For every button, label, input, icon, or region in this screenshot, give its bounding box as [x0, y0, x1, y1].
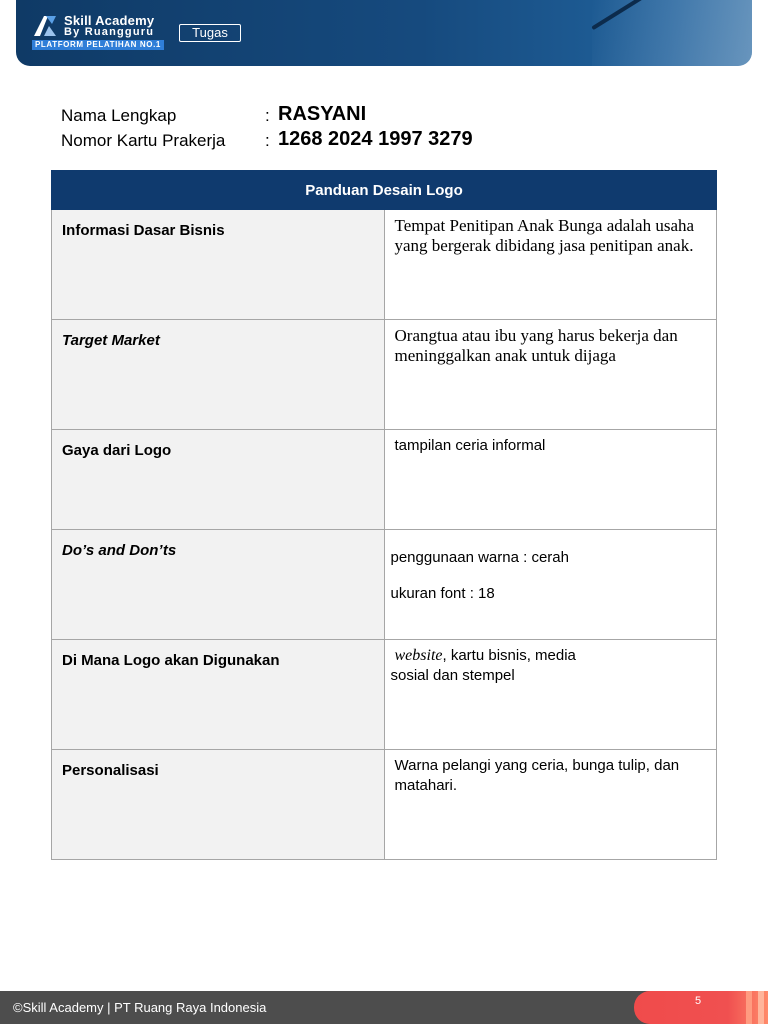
row-value-business-info — [384, 210, 717, 320]
table-row — [52, 320, 717, 430]
logo-design-guide-table — [51, 170, 717, 860]
card-number-colon: : — [265, 131, 270, 150]
table-row — [52, 530, 717, 640]
brand-tagline: PLATFORM PELATIHAN NO.1 — [32, 40, 164, 50]
logo-usage-line-2: sosial dan stempel — [390, 667, 515, 684]
target-market-text: Orangtua atau ibu yang harus bekerja dan meninggalkan anak untuk dijaga — [394, 326, 678, 365]
logo-usage-website: website — [394, 647, 443, 664]
business-info-text: Tempat Penitipan Anak Bunga adalah usaha yang bergerak dibidang jasa penitipan anak. — [394, 216, 695, 255]
row-value-logo-usage — [384, 640, 717, 750]
table-row — [52, 750, 717, 860]
footer-copyright: ©Skill Academy | PT Ruang Raya Indonesia — [13, 1000, 267, 1015]
logo-usage-rest: , kartu bisnis, media — [442, 647, 576, 664]
card-number-value: 1268 2024 1997 3279 — [278, 128, 473, 150]
brand-subtitle: By Ruangguru — [64, 26, 155, 38]
page-number: 5 — [695, 995, 702, 1007]
row-label-dos-donts: Do’s and Don’ts — [52, 530, 385, 640]
footer-bar — [0, 991, 768, 1024]
card-number-label: Nomor Kartu Prakerja — [61, 131, 226, 150]
row-value-logo-style — [384, 430, 717, 530]
table-row — [52, 210, 717, 320]
dos-donts-line-2: ukuran font : 18 — [390, 585, 495, 602]
header-banner — [16, 0, 752, 66]
row-label-logo-usage: Di Mana Logo akan Digunakan — [52, 640, 385, 750]
name-value: RASYANI — [278, 103, 367, 125]
logo-style-text: tampilan ceria informal — [394, 437, 546, 454]
row-value-personalization — [384, 750, 717, 860]
row-label-business-info: Informasi Dasar Bisnis — [52, 210, 385, 320]
row-label-target-market: Target Market — [52, 320, 385, 430]
row-label-logo-style: Gaya dari Logo — [52, 430, 385, 530]
personalization-text: Warna pelangi yang ceria, bunga tulip, dan matahari. — [394, 757, 680, 794]
footer-stripe — [746, 991, 752, 1024]
table-row — [52, 640, 717, 750]
tugas-tag: Tugas — [179, 24, 241, 42]
footer-stripe — [758, 991, 764, 1024]
name-label: Nama Lengkap — [61, 106, 177, 125]
brand-name: Skill Academy — [64, 13, 155, 28]
dos-donts-line-1: penggunaan warna : cerah — [390, 549, 569, 566]
table-row — [52, 430, 717, 530]
row-label-personalization: Personalisasi — [52, 750, 385, 860]
logo-usage-line-1 — [391, 646, 711, 666]
table-title: Panduan Desain Logo — [52, 171, 717, 210]
page-number-badge — [634, 991, 768, 1024]
row-value-target-market — [384, 320, 717, 430]
name-colon: : — [265, 106, 270, 125]
row-value-dos-donts — [384, 530, 717, 640]
skill-academy-logo-icon — [32, 14, 58, 38]
